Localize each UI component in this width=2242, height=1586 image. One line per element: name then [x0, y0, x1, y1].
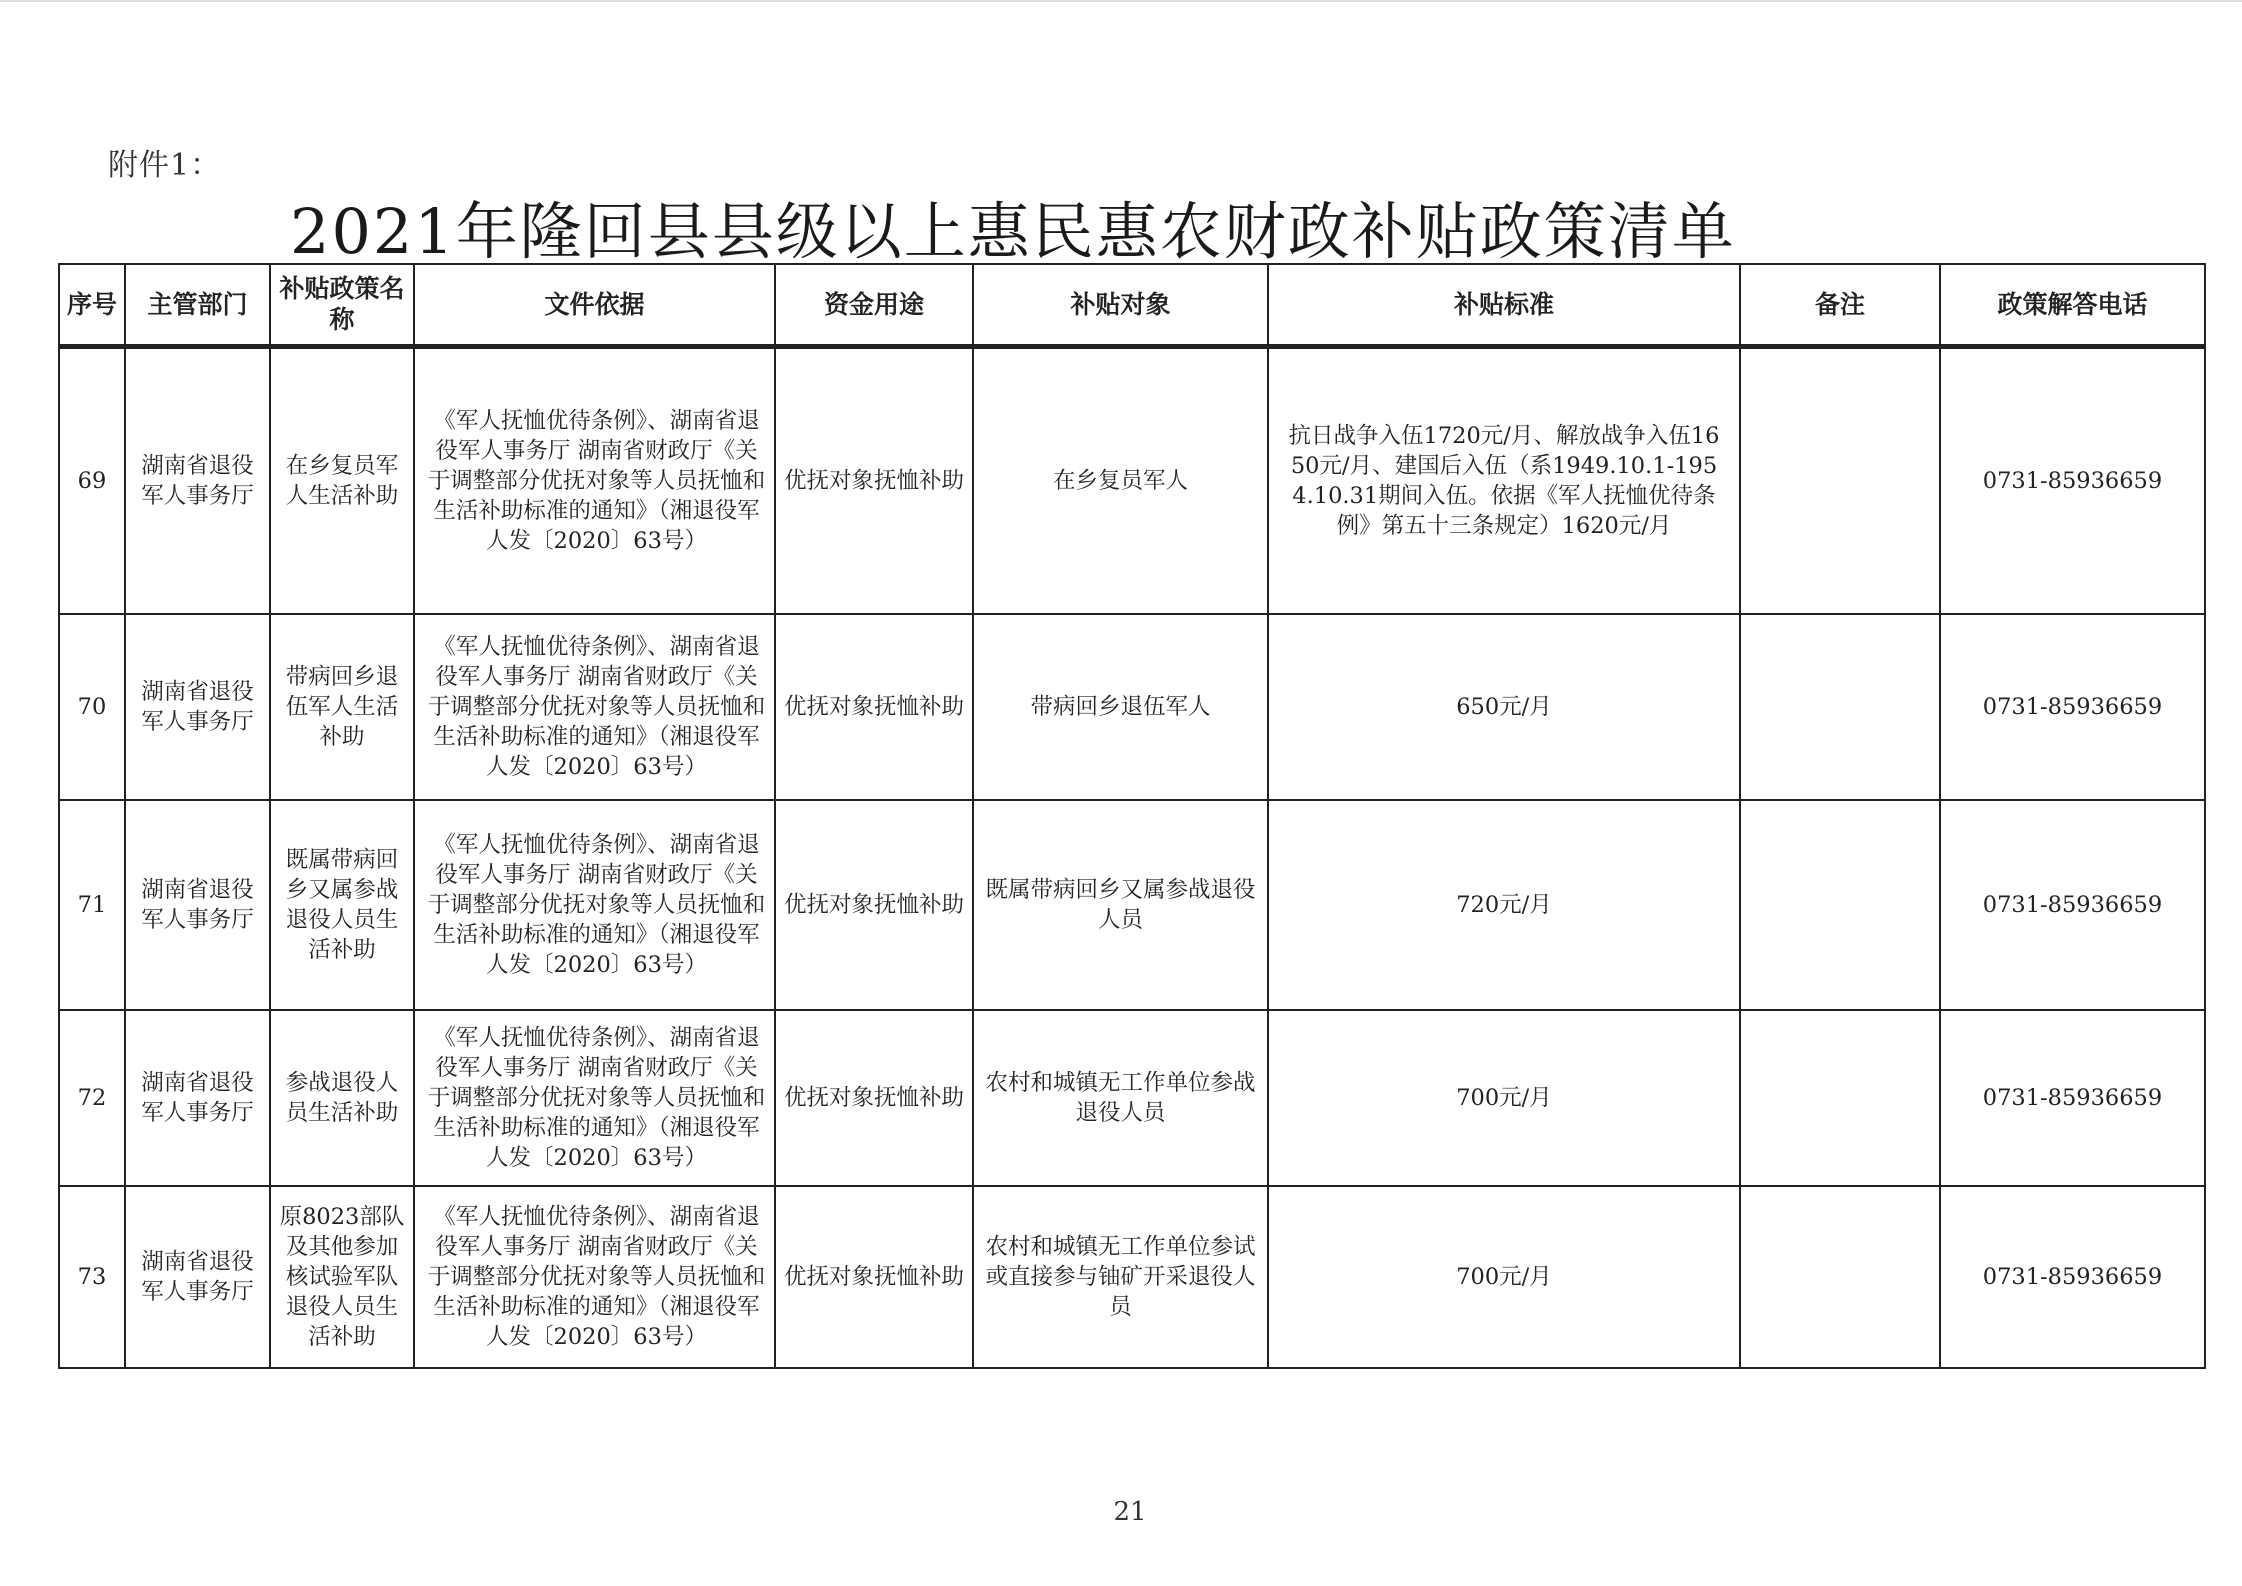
cell-purpose: 优抚对象抚恤补助 [775, 614, 973, 800]
cell-standard: 700元/月 [1268, 1186, 1740, 1368]
cell-hotline: 0731-85936659 [1940, 1186, 2205, 1368]
cell-target: 既属带病回乡又属参战退役人员 [973, 800, 1268, 1010]
cell-department: 湖南省退役军人事务厅 [125, 1010, 270, 1186]
cell-target: 带病回乡退伍军人 [973, 614, 1268, 800]
cell-hotline: 0731-85936659 [1940, 1010, 2205, 1186]
document-title: 2021年隆回县县级以上惠民惠农财政补贴政策清单 [290, 195, 1736, 268]
cell-purpose: 优抚对象抚恤补助 [775, 800, 973, 1010]
cell-target: 在乡复员军人 [973, 346, 1268, 614]
cell-target: 农村和城镇无工作单位参战退役人员 [973, 1010, 1268, 1186]
attachment-label: 附件1： [108, 148, 222, 183]
header-basis: 文件依据 [414, 264, 775, 346]
cell-policy-name: 既属带病回乡又属参战退役人员生活补助 [270, 800, 414, 1010]
cell-remarks [1740, 800, 1940, 1010]
header-remarks: 备注 [1740, 264, 1940, 346]
cell-remarks [1740, 1186, 1940, 1368]
cell-target: 农村和城镇无工作单位参试或直接参与铀矿开采退役人员 [973, 1186, 1268, 1368]
cell-hotline: 0731-85936659 [1940, 346, 2205, 614]
cell-standard: 抗日战争入伍1720元/月、解放战争入伍1650元/月、建国后入伍（系1949.10.1-1954.10.31期间入伍。依据《军人抚恤优待条例》第五十三条规定）1620元/月 [1268, 346, 1740, 614]
cell-remarks [1740, 1010, 1940, 1186]
cell-department: 湖南省退役军人事务厅 [125, 1186, 270, 1368]
cell-purpose: 优抚对象抚恤补助 [775, 346, 973, 614]
cell-department: 湖南省退役军人事务厅 [125, 800, 270, 1010]
table-row [59, 1186, 2205, 1368]
table-row [59, 800, 2205, 1010]
cell-standard: 700元/月 [1268, 1010, 1740, 1186]
cell-remarks [1740, 614, 1940, 800]
page-number: 21 [1113, 1497, 1147, 1527]
cell-purpose: 优抚对象抚恤补助 [775, 1010, 973, 1186]
cell-index: 70 [59, 614, 125, 800]
cell-basis: 《军人抚恤优待条例》、湖南省退役军人事务厅 湖南省财政厅《关于调整部分优抚对象等人员抚恤和生活补助标准的通知》（湘退役军人发〔2020〕63号） [414, 1186, 775, 1368]
cell-purpose: 优抚对象抚恤补助 [775, 1186, 973, 1368]
header-hotline: 政策解答电话 [1940, 264, 2205, 346]
cell-policy-name: 带病回乡退伍军人生活补助 [270, 614, 414, 800]
header-department: 主管部门 [125, 264, 270, 346]
header-policy-name: 补贴政策名称 [270, 264, 414, 346]
cell-standard: 650元/月 [1268, 614, 1740, 800]
header-index: 序号 [59, 264, 125, 346]
table-row [59, 346, 2205, 614]
header-target: 补贴对象 [973, 264, 1268, 346]
cell-hotline: 0731-85936659 [1940, 800, 2205, 1010]
table-row [59, 614, 2205, 800]
cell-basis: 《军人抚恤优待条例》、湖南省退役军人事务厅 湖南省财政厅《关于调整部分优抚对象等人员抚恤和生活补助标准的通知》（湘退役军人发〔2020〕63号） [414, 346, 775, 614]
table-row [59, 1010, 2205, 1186]
header-purpose: 资金用途 [775, 264, 973, 346]
header-standard: 补贴标准 [1268, 264, 1740, 346]
table-header [59, 264, 2205, 346]
cell-index: 71 [59, 800, 125, 1010]
cell-basis: 《军人抚恤优待条例》、湖南省退役军人事务厅 湖南省财政厅《关于调整部分优抚对象等人员抚恤和生活补助标准的通知》（湘退役军人发〔2020〕63号） [414, 800, 775, 1010]
cell-department: 湖南省退役军人事务厅 [125, 614, 270, 800]
cell-policy-name: 在乡复员军人生活补助 [270, 346, 414, 614]
cell-department: 湖南省退役军人事务厅 [125, 346, 270, 614]
cell-policy-name: 原8023部队及其他参加核试验军队退役人员生活补助 [270, 1186, 414, 1368]
header-row [59, 264, 2205, 346]
cell-index: 69 [59, 346, 125, 614]
cell-index: 72 [59, 1010, 125, 1186]
cell-policy-name: 参战退役人员生活补助 [270, 1010, 414, 1186]
cell-hotline: 0731-85936659 [1940, 614, 2205, 800]
cell-remarks [1740, 346, 1940, 614]
cell-basis: 《军人抚恤优待条例》、湖南省退役军人事务厅 湖南省财政厅《关于调整部分优抚对象等人员抚恤和生活补助标准的通知》（湘退役军人发〔2020〕63号） [414, 614, 775, 800]
scan-edge [0, 0, 2242, 2]
cell-index: 73 [59, 1186, 125, 1368]
cell-basis: 《军人抚恤优待条例》、湖南省退役军人事务厅 湖南省财政厅《关于调整部分优抚对象等人员抚恤和生活补助标准的通知》（湘退役军人发〔2020〕63号） [414, 1010, 775, 1186]
cell-standard: 720元/月 [1268, 800, 1740, 1010]
table-body [59, 346, 2205, 1368]
policy-table [58, 263, 2206, 1369]
